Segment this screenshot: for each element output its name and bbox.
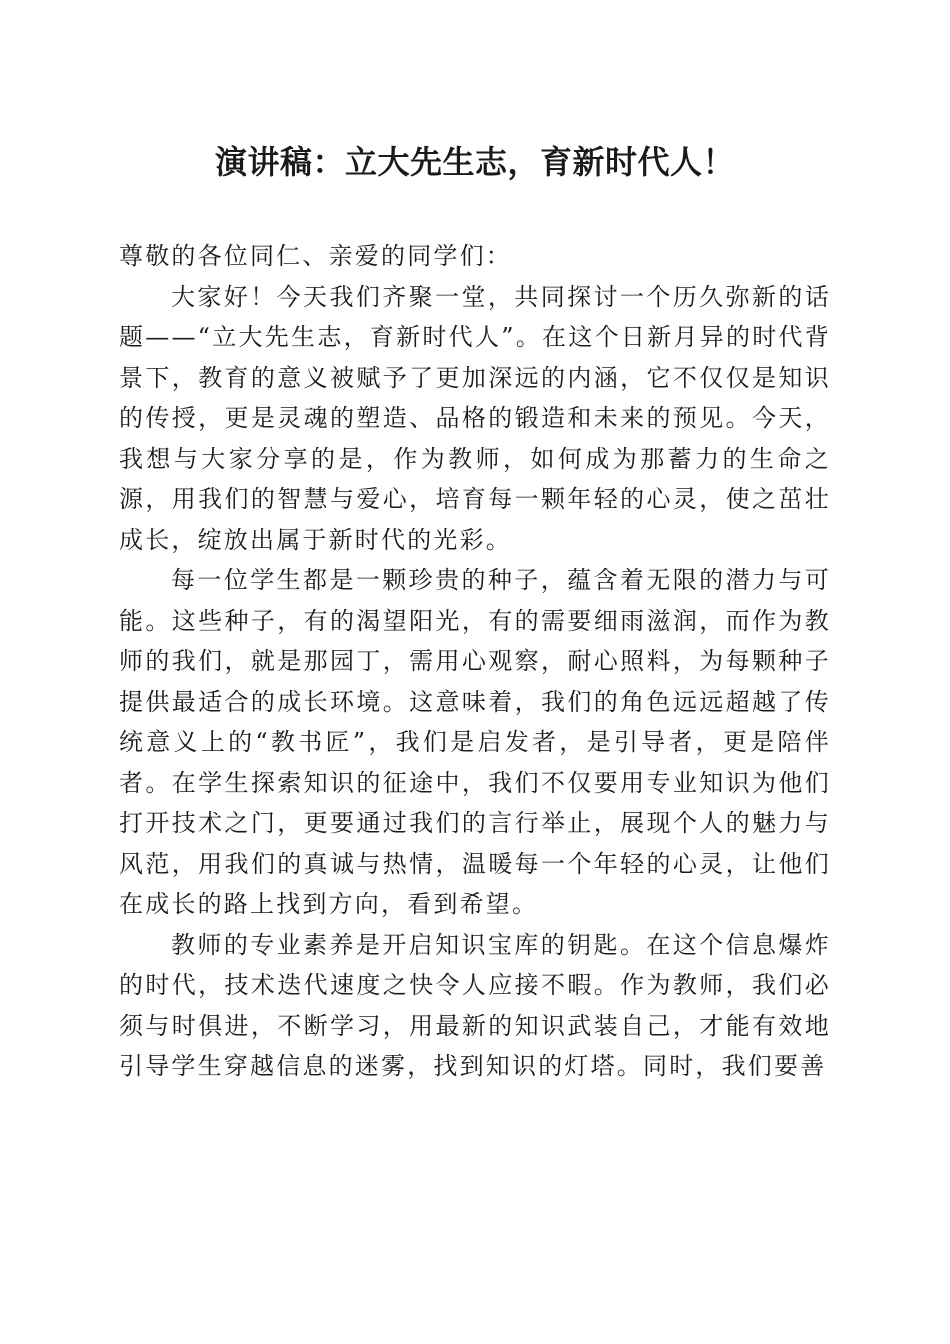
paragraph-1: 大家好！今天我们齐聚一堂，共同探讨一个历久弥新的话题——“立大先生志，育新时代人”。在这个日新月异的时代背景下，教育的意义被赋予了更加深远的内涵，它不仅仅是知识的传授，更是灵魂的塑造、品格的锻造和未来的预见。今天，我想与大家分享的是，作为教师，如何成为那蓄力的生命之源，用我们的智慧与爱心，培育每一颗年轻的心灵，使之茁壮成长，绽放出属于新时代的光彩。: [119, 282, 831, 554]
document-body: [119, 236, 831, 1087]
paragraph-2: 每一位学生都是一颗珍贵的种子，蕴含着无限的潜力与可能。这些种子，有的渴望阳光，有的需要细雨滋润，而作为教师的我们，就是那园丁，需用心观察，耐心照料，为每颗种子提供最适合的成长环境。这意味着，我们的角色远远超越了传统意义上的“教书匠”，我们是启发者，是引导者，更是陪伴者。在学生探索知识的征途中，我们不仅要用专业知识为他们打开技术之门，更要通过我们的言行举止，展现个人的魅力与风范，用我们的真诚与热情，温暖每一个年轻的心灵，让他们在成长的路上找到方向，看到希望。: [119, 566, 831, 918]
salutation: 尊敬的各位同仁、亲爱的同学们：: [119, 242, 512, 270]
paragraph-3: 教师的专业素养是开启知识宝库的钥匙。在这个信息爆炸的时代，技术迭代速度之快令人应接不暇。作为教师，我们必须与时俱进，不断学习，用最新的知识武装自己，才能有效地引导学生穿越信息的迷雾，找到知识的灯塔。同时，我们要善: [119, 930, 831, 1080]
document-title: 演讲稿：立大先生志，育新时代人！: [214, 143, 735, 181]
